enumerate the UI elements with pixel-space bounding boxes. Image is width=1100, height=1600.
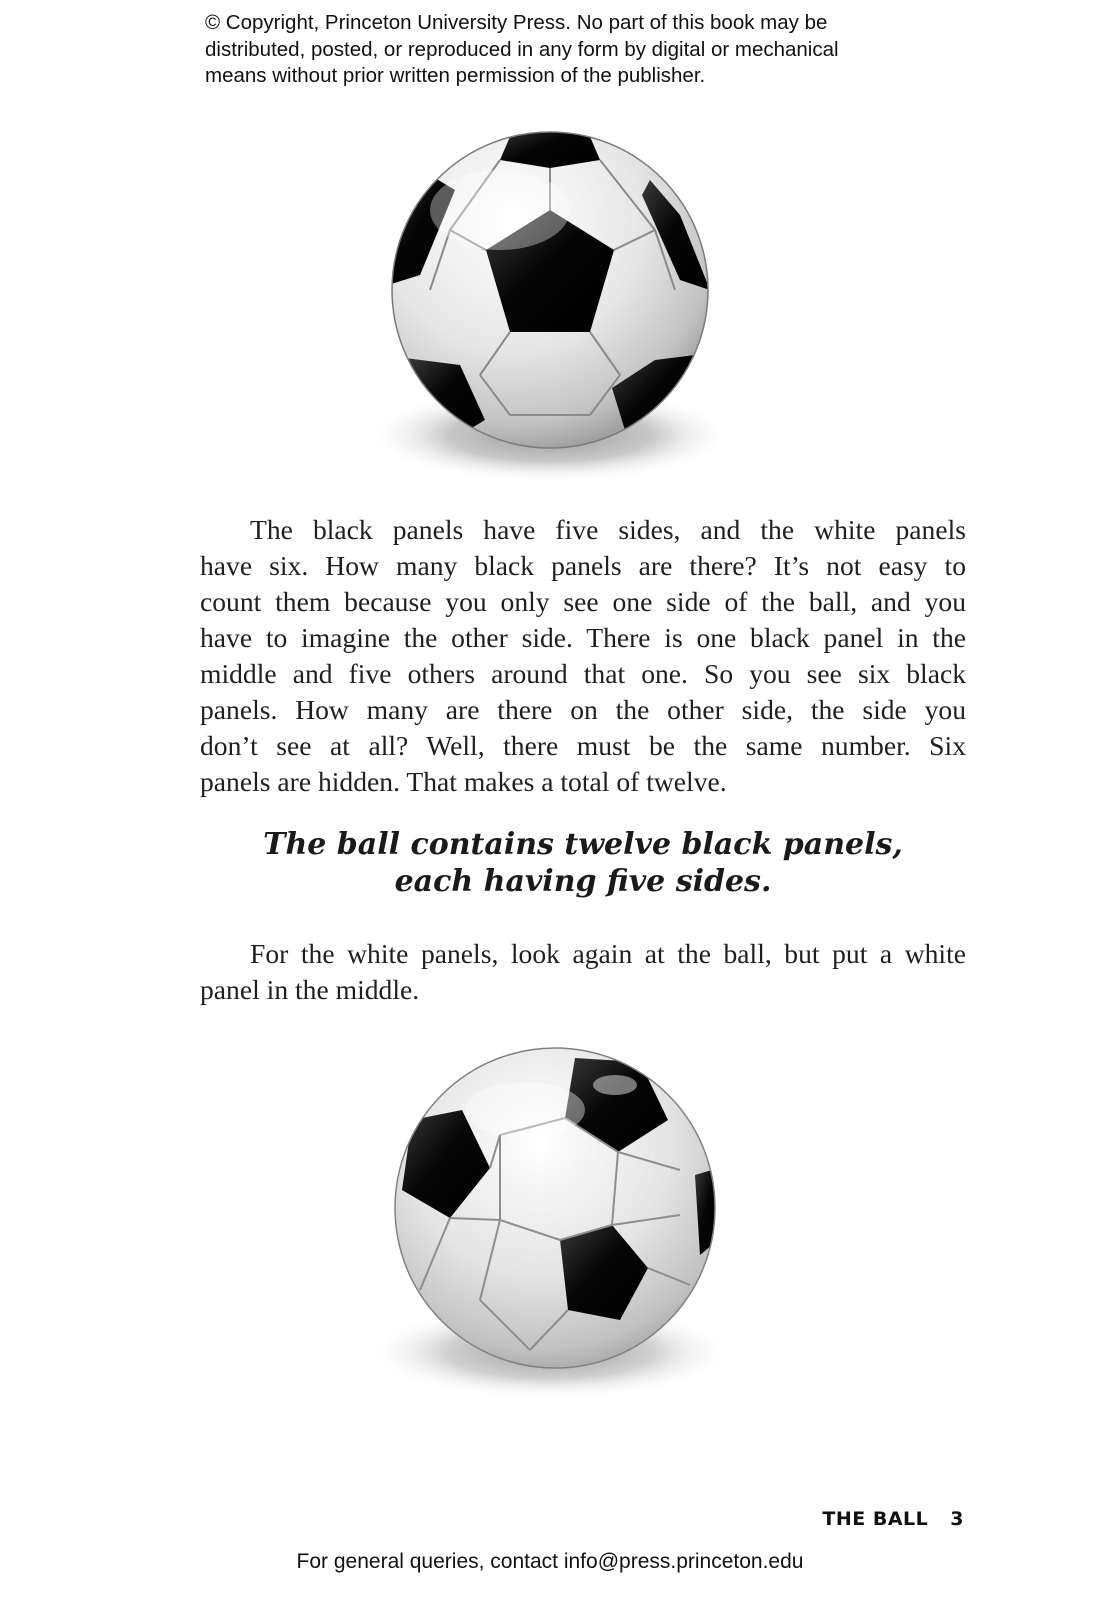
running-footer: [822, 1508, 964, 1530]
copyright-line: distributed, posted, or reproduced in any form by digital or mechanical: [205, 37, 839, 61]
paragraph-line: middle and five others around that one. So you see six black: [200, 658, 966, 689]
soccer-ball-figure-top: [0, 120, 1100, 490]
body-paragraph-1: [200, 512, 966, 800]
soccer-ball-image: [350, 120, 750, 490]
copyright-notice: [205, 10, 925, 90]
page-number: 3: [950, 1508, 964, 1530]
callout-line: The ball contains twelve black panels,: [263, 827, 903, 862]
body-paragraph-2: [200, 936, 966, 1008]
paragraph-line: For the white panels, look again at the ball, but put a white: [250, 938, 966, 969]
key-statement-callout: [200, 826, 966, 900]
paragraph-line: panels. How many are there on the other side, the side you: [200, 694, 966, 725]
callout-line: each having five sides.: [394, 864, 772, 899]
soccer-ball-image: [350, 1040, 750, 1410]
paragraph-line: panels are hidden. That makes a total of twelve.: [200, 766, 727, 797]
copyright-line: means without prior written permission of the publisher.: [205, 64, 706, 87]
paragraph-line: have six. How many black panels are there? It’s not easy to: [200, 550, 966, 581]
contact-footer: For general queries, contact info@press.princeton.edu: [296, 1550, 804, 1573]
paragraph-line: have to imagine the other side. There is one black panel in the: [200, 622, 966, 653]
paragraph-line: The black panels have five sides, and the white panels: [250, 514, 966, 545]
paragraph-line: panel in the middle.: [200, 974, 420, 1005]
section-title: THE BALL: [822, 1508, 929, 1530]
paragraph-line: don’t see at all? Well, there must be the same number. Six: [200, 730, 966, 761]
paragraph-line: count them because you only see one side of the ball, and you: [200, 586, 966, 617]
copyright-line: © Copyright, Princeton University Press. No part of this book may be: [205, 11, 828, 34]
soccer-ball-figure-bottom: [0, 1040, 1100, 1410]
